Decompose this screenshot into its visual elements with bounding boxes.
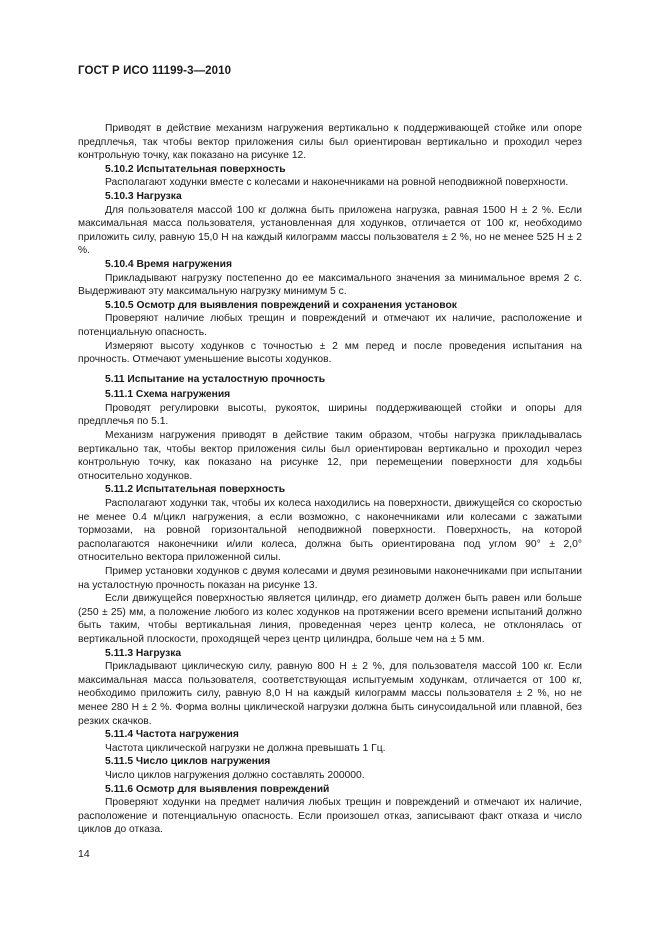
- paragraph: Число циклов нагружения должно составлять 200000.: [105, 769, 365, 781]
- paragraph: Проводят регулировки высоты, рукояток, ширины поддерживающей стойки и опоры для предплечья по 5.1.: [78, 402, 582, 428]
- section-heading: 5.11.4 Частота нагружения: [105, 729, 239, 741]
- section-heading: 5.11.3 Нагрузка: [105, 647, 182, 659]
- section-heading: 5.11.2 Испытательная поверхность: [105, 484, 286, 496]
- paragraph: Для пользователя массой 100 кг должна быть приложена нагрузка, равная 1500 Н ± 2 %. Если максимальная масса пользователя, установленная для ходунков, отличается от 100 кг, необходимо приложить силу, равную 15,0 Н на каждый килограмм массы пользователя ± 2 %, но не менее 525 Н ± 2 %.: [78, 204, 582, 257]
- section-heading: 5.10.2 Испытательная поверхность: [105, 163, 286, 175]
- paragraph: Измеряют высоту ходунков с точностью ± 2 мм перед и после проведения испытания на прочность. Отмечают уменьшение высоты ходунков.: [78, 340, 582, 366]
- page-number: 14: [78, 848, 90, 860]
- paragraph: Если движущейся поверхностью является цилиндр, его диаметр должен быть равен или больше (250 ± 25) мм, а положение любого из колес ходунков на протяжении всего времени испытаний должно быть таким, чтобы вертикальная линия, проведенная через центр колеса, не отклонялась от вертикальной плоскости, проходящей через центр цилиндра, больше чем на ± 5 мм.: [78, 593, 582, 645]
- paragraph: Пример установки ходунков с двумя колесами и двумя резиновыми наконечниками при испытании на усталостную прочность показан на рисунке 13.: [78, 566, 582, 591]
- section-heading: 5.11 Испытание на усталостную прочность: [105, 373, 326, 385]
- paragraph: Механизм нагружения приводят в действие таким образом, чтобы нагрузка прикладывалась вертикально так, чтобы вектор приложения силы был ориентирован вертикально и проходил через контрольную точку, как показано на рисунке 12, при перемещении поверхности для ходьбы относительно ходунков.: [78, 430, 582, 482]
- paragraph: Частота циклической нагрузки не должна превышать 1 Гц.: [105, 742, 386, 754]
- section-heading: 5.10.3 Нагрузка: [105, 190, 182, 202]
- section-heading: 5.11.1 Схема нагружения: [105, 389, 231, 401]
- section-heading: 5.10.5 Осмотр для выявления повреждений и сохранения установок: [105, 299, 457, 311]
- document-body: [78, 122, 582, 837]
- paragraph: Проверяют наличие любых трещин и повреждений и отмечают их наличие, расположение и потенциальную опасность.: [78, 313, 582, 338]
- section-heading: 5.10.4 Время нагружения: [105, 258, 232, 270]
- section-heading: 5.11.6 Осмотр для выявления повреждений: [105, 783, 330, 795]
- section-heading: 5.11.5 Число циклов нагружения: [105, 756, 271, 768]
- paragraph: Приводят в действие механизм нагружения вертикально к поддерживающей стойке или опоре предплечья, так чтобы вектор приложения силы был ориентирован вертикально и проходил через контрольную точку, как показано на рисунке 12.: [78, 123, 582, 162]
- paragraph: Проверяют ходунки на предмет наличия любых трещин и повреждений и отмечают их наличие, расположение и потенциальную опасность. Если произошел отказ, записывают факт отказа и число циклов до отказа.: [78, 797, 582, 836]
- paragraph: Располагают ходунки вместе с колесами и наконечниками на ровной неподвижной поверхности.: [105, 177, 569, 189]
- document-header: ГОСТ Р ИСО 11199-3—2010: [78, 65, 232, 77]
- paragraph: Прикладывают циклическую силу, равную 800 Н ± 2 %, для пользователя массой 100 кг. Если максимальная масса пользователя, соответствующая испытуемым ходункам, отличается от 100 кг, необходимо приложить силу, равную 8,0 Н на каждый килограмм массы пользователя ± 2 %, но не менее 280 Н ± 2 %. Форма волны циклической нагрузки должна быть синусоидальной или плавной, без резких скачков.: [78, 661, 582, 727]
- paragraph: Располагают ходунки так, чтобы их колеса находились на поверхности, движущейся со скоростью не менее 0.4 м/цикл нагружения, а если возможно, с наконечниками или колесами с зажатыми тормозами, на ровной горизонтальной неподвижной поверхности. Поверхность, на которой располагаются наконечники и/или колеса, должна быть ориентирована под углом 90° ± 2,0° относительно вектора приложенной силы.: [78, 498, 582, 564]
- paragraph: Прикладывают нагрузку постепенно до ее максимального значения за минимальное время 2 с. Выдерживают эту максимальную нагрузку минимум 5 с.: [78, 272, 582, 298]
